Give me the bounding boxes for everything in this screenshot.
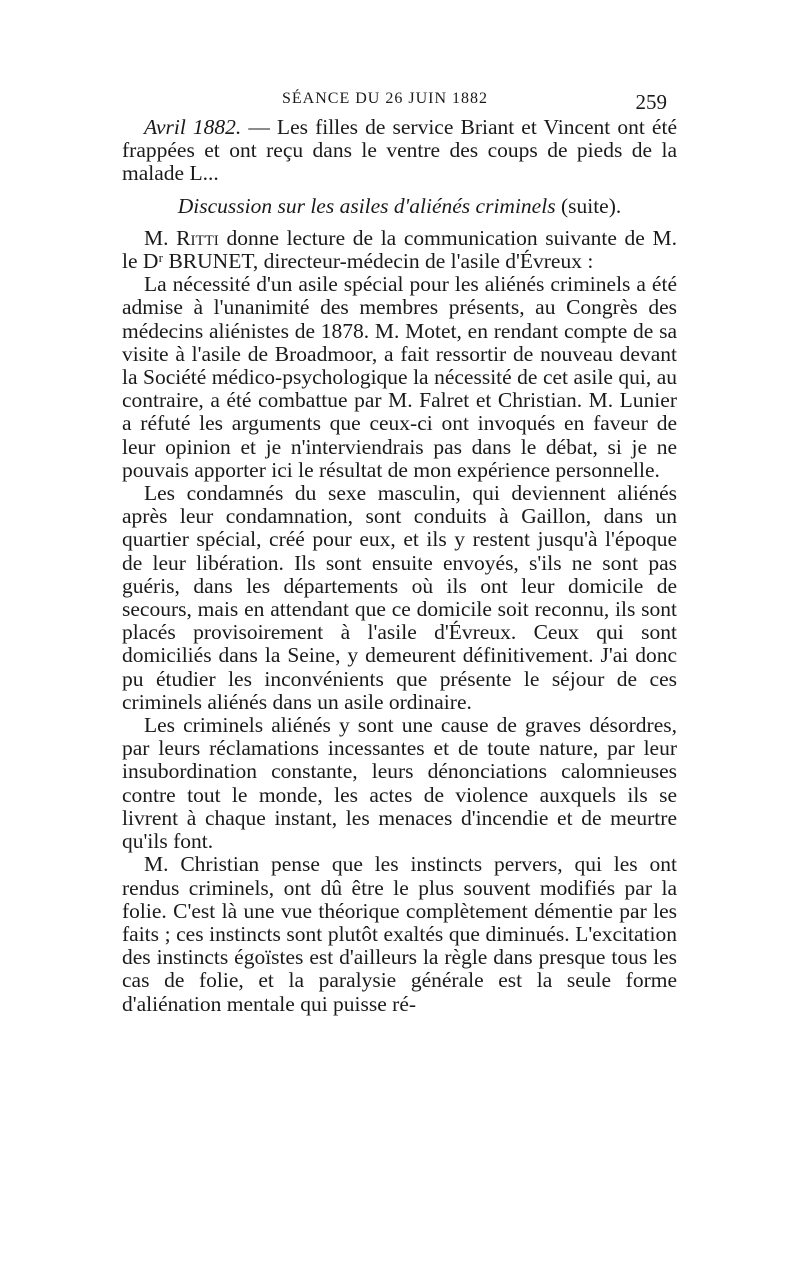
book-page: [122, 86, 677, 1016]
page-number: 259: [635, 90, 667, 114]
opening-date: Avril 1882.: [144, 115, 242, 139]
body-paragraph: Les condamnés du sexe masculin, qui deviennent aliénés après leur condamnation, sont conduits à Gaillon, dans un quartier spécial, créé pour eux, et ils y restent jusqu'à l'époque de leur libération. Ils sont ensuite envoyés, s'ils ne sont pas guéris, dans les départements où ils ont leur domicile de secours, mais en attendant que ce domicile soit reconnu, ils sont placés provisoirement à l'asile d'Évreux. Ceux qui sont domiciliés dans la Seine, y demeurent définitivement. J'ai donc pu étudier les inconvénients que présente le séjour de ces criminels aliénés dans un asile ordinaire.: [122, 481, 677, 714]
opening-paragraph: [122, 116, 677, 186]
section-heading-suffix: (suite).: [555, 193, 622, 218]
body-paragraph: M. Christian pense que les instincts pervers, qui les ont rendus criminels, ont dû être le plus souvent modifiés par la folie. C'est là une vue théorique complètement démentie par les faits ; ces instincts sont plutôt exaltés que diminués. L'excitation des instincts égoïstes est d'ailleurs la règle dans presque tous les cas de folie, et la paralysie générale est la seule forme d'aliénation mentale qui puisse ré-: [122, 852, 677, 1016]
section-heading-italic: Discussion sur les asiles d'aliénés criminels: [177, 193, 556, 218]
intro-prefix: M.: [144, 225, 177, 250]
intro-text: donne lecture de la communication suivante de M. le Dʳ BRUNET, directeur-médecin de l'asile d'Évreux :: [122, 225, 677, 274]
running-header: [122, 86, 677, 116]
running-title: SÉANCE DU 26 JUIN 1882: [282, 90, 488, 107]
section-heading: [122, 195, 677, 218]
intro-paragraph: [122, 227, 677, 273]
speaker-name: Ritti: [176, 225, 219, 250]
body-paragraph: La nécessité d'un asile spécial pour les aliénés criminels a été admise à l'unanimité des membres présents, au Congrès des médecins aliénistes de 1878. M. Motet, en rendant compte de sa visite à l'asile de Broadmoor, a fait ressortir de nouveau devant la Société médico-psychologique la nécessité de cet asile qui, au contraire, a été combattue par M. Falret et Christian. M. Lunier a réfuté les arguments que ceux-ci ont invoqués en faveur de leur opinion et je n'interviendrais pas dans le débat, si je ne pouvais apporter ici le résultat de mon expérience personnelle.: [122, 272, 677, 482]
body-paragraph: Les criminels aliénés y sont une cause de graves désordres, par leurs réclamations incessantes et de toute nature, par leur insubordination constante, leurs dénonciations calomnieuses contre tout le monde, les actes de violence auxquels ils se livrent à chaque instant, les menaces d'incendie et de meurtre qu'ils font.: [122, 713, 677, 854]
opening-text: — Les filles de service Briant et Vincent ont été frappées et ont reçu dans le ventre des coups de pieds de la malade L...: [122, 115, 677, 186]
